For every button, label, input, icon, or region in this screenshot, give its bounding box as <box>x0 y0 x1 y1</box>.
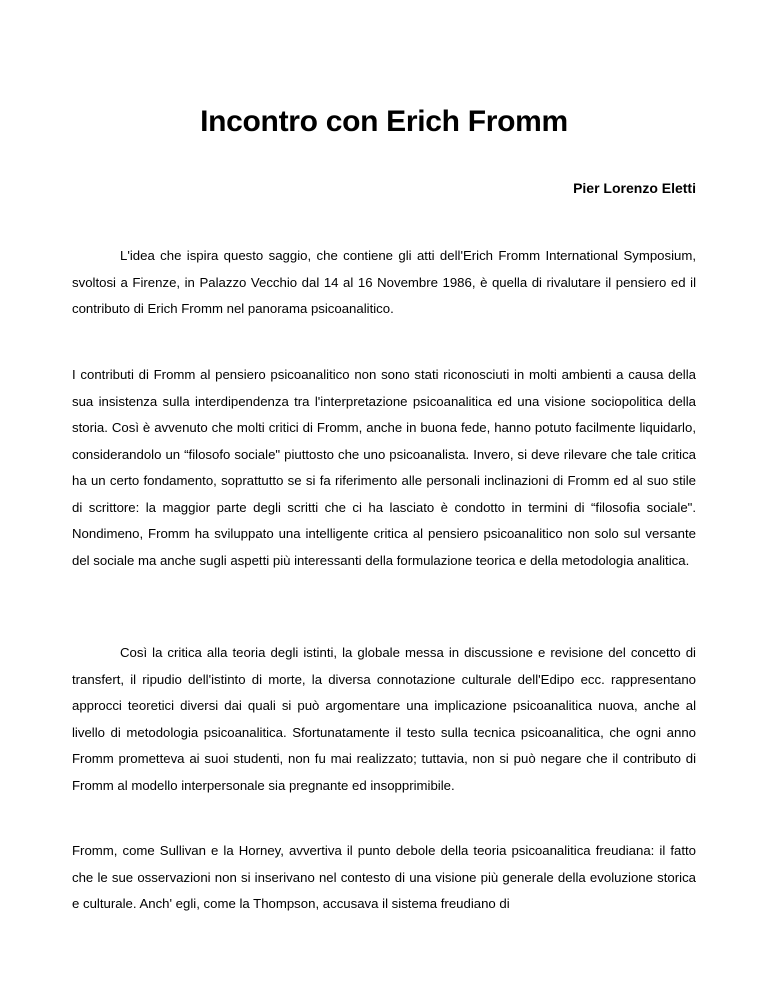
paragraph-1: L'idea che ispira questo saggio, che contiene gli atti dell'Erich Fromm International Symposium, svoltosi a Firenze, in Palazzo Vecchio dal 14 al 16 Novembre 1986, è quella di rivalutare il pensiero ed il contributo di Erich Fromm nel panorama psicoanalitico. <box>72 248 696 316</box>
author-name: Pier Lorenzo Eletti <box>573 180 696 196</box>
document-title: Incontro con Erich Fromm <box>200 105 568 139</box>
paragraph-3: Così la critica alla teoria degli istinti, la globale messa in discussione e revisione del concetto di transfert, il ripudio dell'istinto di morte, la diversa connotazione culturale dell'Edipo ecc. rappresentano approcci teoretici diversi dai quali si può argomentare una implicazione psicoanalitica nuova, anche al livello di metodologia psicoanalitica. Sfortunatamente il testo sulla tecnica psicoanalitica, che ogni anno Fromm prometteva ai suoi studenti, non fu mai realizzato; tuttavia, non si può negare che il contributo di Fromm al modello interpersonale sia pregnante ed insopprimibile. <box>72 645 696 793</box>
paragraph-2: I contributi di Fromm al pensiero psicoanalitico non sono stati riconosciuti in molti ambienti a causa della sua insistenza sulla interdipendenza tra l'interpretazione psicoanalitica ed una visione sociopolitica della storia. Così è avvenuto che molti critici di Fromm, anche in buona fede, hanno potuto facilmente liquidarlo, considerandolo un “filosofo sociale" piuttosto che uno psicoanalista. Invero, si deve rilevare che tale critica ha un certo fondamento, soprattutto se si fa riferimento alle personali inclinazioni di Fromm ed al suo stile di scrittore: la maggior parte degli scritti che ci ha lasciato è condotto in termini di “filosofia sociale". Nondimeno, Fromm ha sviluppato una intelligente critica al pensiero psicoanalitico non solo sul versante del sociale ma anche sugli aspetti più interessanti della formulazione teorica e della metodologia analitica. <box>72 367 696 568</box>
paragraph-4: Fromm, come Sullivan e la Horney, avvertiva il punto debole della teoria psicoanalitica freudiana: il fatto che le sue osservazioni non si inserivano nel contesto di una visione più generale della evoluzione storica e culturale. Anch' egli, come la Thompson, accusava il sistema freudiano di <box>72 843 696 911</box>
